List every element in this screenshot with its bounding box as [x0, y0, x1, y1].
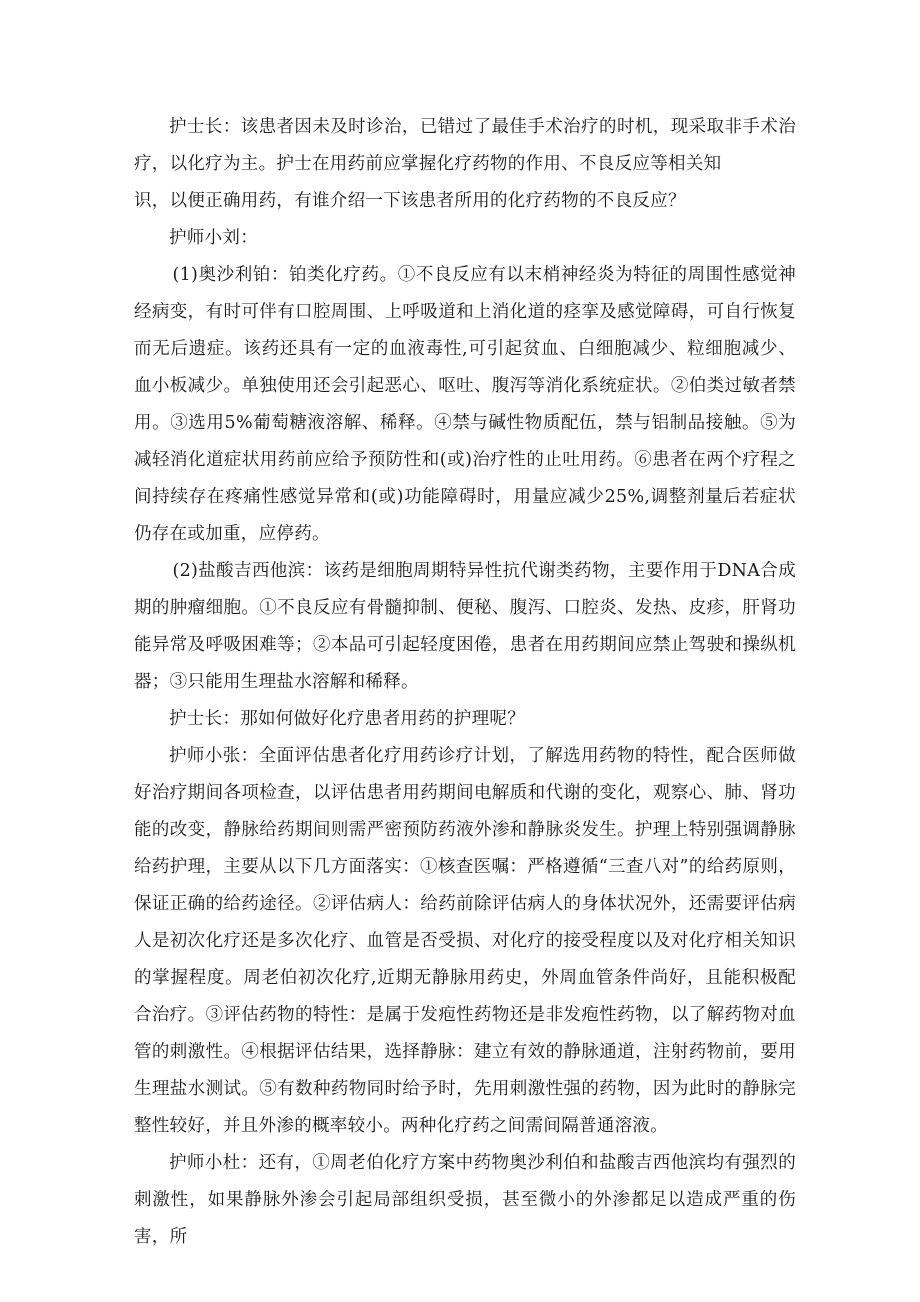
- document-page: [134, 109, 796, 1256]
- paragraph-head-nurse-nursing-question: 护士长：那如何做好化疗患者用药的护理呢？: [169, 709, 525, 729]
- paragraph-gemcitabine: (2)盐酸吉西他滨：该药是细胞周期特异性抗代谢类药物，主要作用于DNA合成期的肿瘤细胞。①不良反应有骨髓抑制、便秘、腹泻、口腔炎、发热、皮疹，肝肾功能异常及呼吸困难等；②本品可引起轻度困倦，患者在用药期间应禁止驾驶和操纵机器；③只能用生理盐水溶解和稀释。: [134, 561, 796, 692]
- paragraph-nurse-zhang: 护师小张：全面评估患者化疗用药诊疗计划，了解选用药物的特性，配合医师做好治疗期间各项检查，以评估患者用药期间电解质和代谢的变化，观察心、肺、肾功能的改变，静脉给药期间则需严密预防药液外渗和静脉炎发生。护理上特别强调静脉给药护理，主要从以下几方面落实：①核查医嘱：严格遵循“三查八对”的给药原则，保证正确的给药途径。②评估病人：给药前除评估病人的身体状况外，还需要评估病人是初次化疗还是多次化疗、血管是否受损、对化疗的接受程度以及对化疗相关知识的掌握程度。周老伯初次化疗,近期无静脉用药史，外周血管条件尚好，且能积极配合治疗。③评估药物的特性：是属于发疱性药物还是非发疱性药物，以了解药物对血管的刺激性。④根据评估结果，选择静脉：建立有效的静脉通道，注射药物前，要用生理盐水测试。⑤有数种药物同时给予时，先用刺激性强的药物，因为此时的静脉完整性较好，并且外渗的概率较小。两种化疗药之间需间隔普通溶液。: [134, 746, 796, 1136]
- paragraph-head-nurse-question: 识，以便正确用药，有谁介绍一下该患者所用的化疗药物的不良反应？: [134, 191, 686, 211]
- paragraph-oxaliplatin: (1)奥沙利铂：铂类化疗药。①不良反应有以末梢神经炎为特征的周围性感觉神经病变，有时可伴有口腔周围、上呼吸道和上消化道的痉挛及感觉障碍，可自行恢复而无后遗症。该药还具有一定的血液毒性,可引起贫血、白细胞减少、粒细胞减少、血小板减少。单独使用还会引起恶心、呕吐、腹泻等消化系统症状。②伯类过敏者禁用。③选用5%葡萄糖液溶解、稀释。④禁与碱性物质配伍，禁与铝制品接触。⑤为减轻消化道症状用药前应给予预防性和(或)治疗性的止吐用药。⑥患者在两个疗程之间持续存在疼痛性感觉异常和(或)功能障碍时，用量应减少25%,调整剂量后若症状仍存在或加重，应停药。: [134, 265, 796, 544]
- paragraph-nurse-liu-label: 护师小刘：: [169, 228, 258, 248]
- paragraph-nurse-du: 护师小杜：还有，①周老伯化疗方案中药物奥沙利伯和盐酸吉西他滨均有强烈的刺激性，如果静脉外渗会引起局部组织受损，甚至微小的外渗都足以造成严重的伤害，所: [134, 1153, 796, 1247]
- paragraph-head-nurse-intro: 护士长：该患者因未及时诊治，已错过了最佳手术治疗的时机，现采取非手术治疗，以化疗为主。护士在用药前应掌握化疗药物的作用、不良反应等相关知: [134, 117, 796, 174]
